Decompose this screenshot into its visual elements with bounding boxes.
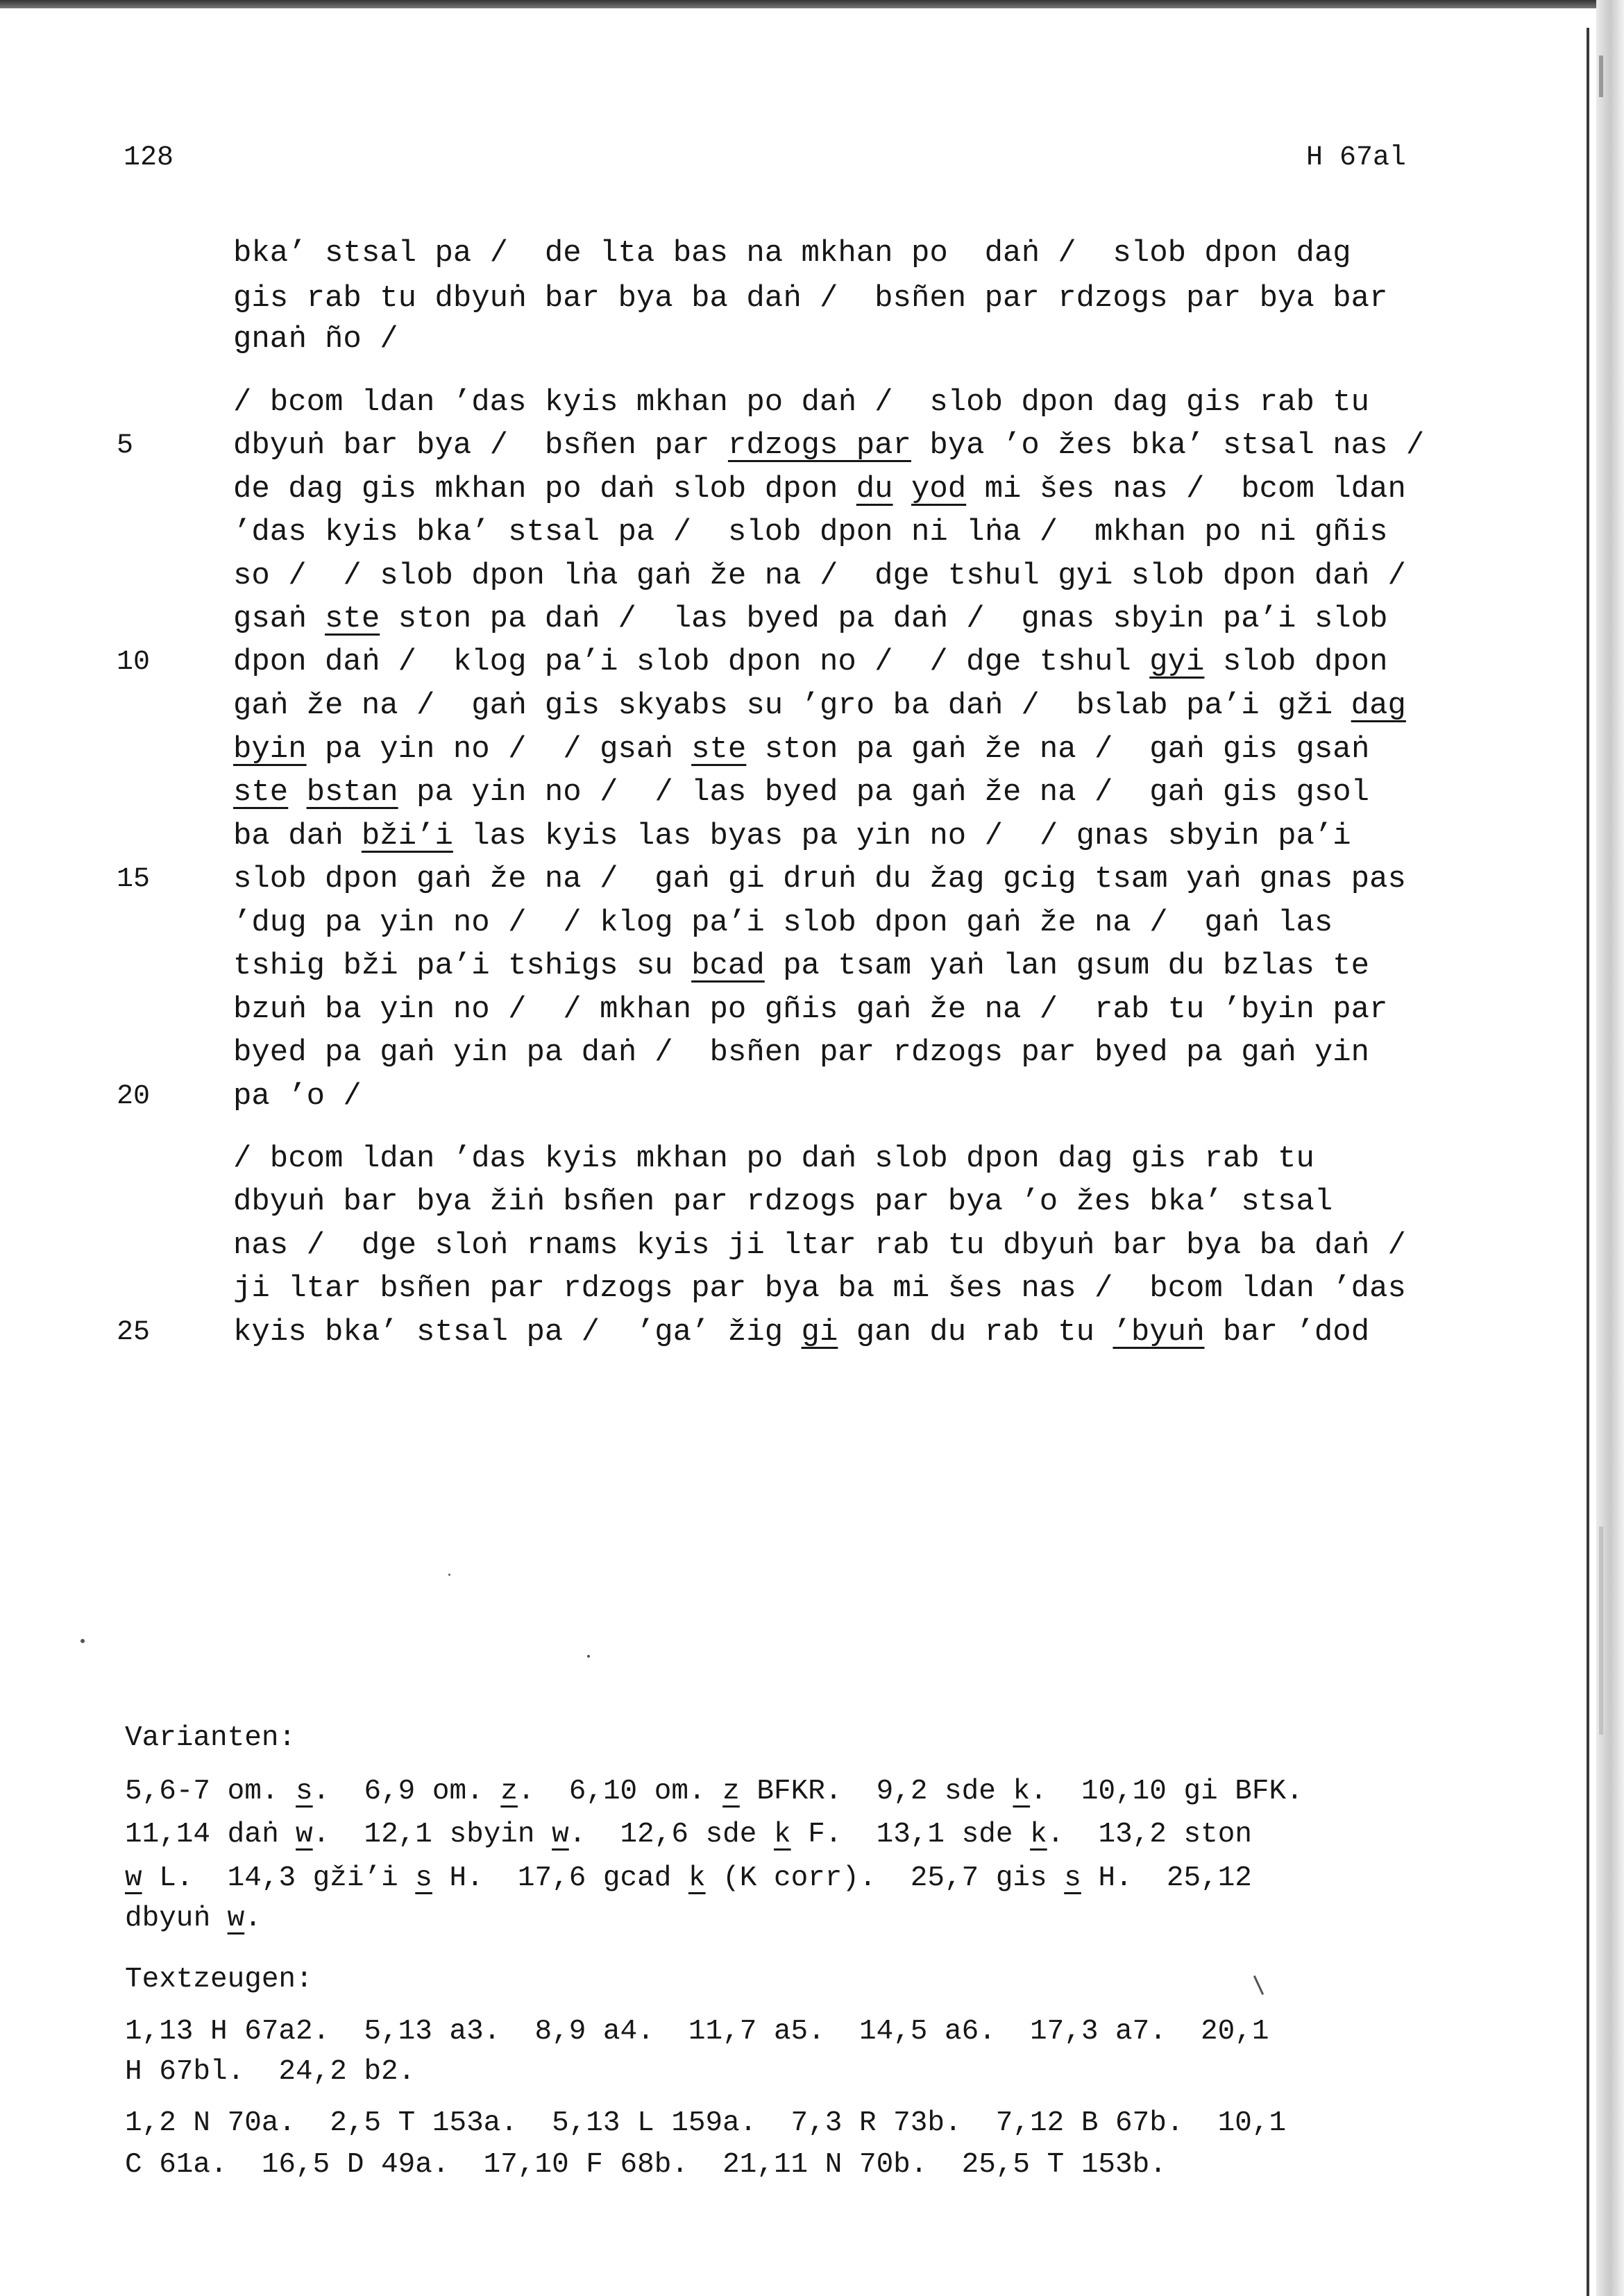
- underlined-reading: s: [415, 1862, 432, 1894]
- line-text: [233, 685, 1406, 726]
- text-segment: dbyuṅ bar bya žiṅ bsñen par rdzogs par bya ’o žes bka’ stsal: [233, 1184, 1333, 1219]
- underlined-reading: w: [125, 1862, 142, 1894]
- text-segment: . 6,10 om.: [517, 1776, 723, 1808]
- underlined-reading: k: [688, 1862, 706, 1894]
- underlined-reading: bstan: [306, 775, 398, 810]
- text-segment: H 67bl. 24,2 b2.: [125, 2056, 416, 2088]
- text-segment: . 13,2 ston: [1047, 1819, 1252, 1851]
- text-segment: gaṅ že na / gaṅ gis skyabs su ’gro ba daṅ / bslab pa’i gži: [233, 688, 1351, 723]
- text-segment: . 10,10 gi BFK.: [1030, 1776, 1303, 1808]
- text-line: [0, 1268, 1568, 1313]
- line-text: [233, 1268, 1406, 1309]
- text-segment: dbyuṅ: [125, 1903, 228, 1934]
- text-line: [0, 641, 1568, 687]
- underlined-reading: s: [1064, 1862, 1081, 1894]
- underlined-reading: byin: [233, 732, 307, 767]
- text-segment: pa yin no / / gsaṅ: [306, 732, 692, 767]
- varianten-line: [125, 1814, 1252, 1855]
- line-number: 20: [117, 1081, 151, 1112]
- line-text: [233, 318, 398, 360]
- text-segment: . 12,6 sde: [568, 1819, 774, 1851]
- underlined-reading: w: [296, 1819, 313, 1851]
- textzeugen-heading: Textzeugen:: [125, 1964, 313, 1996]
- text-segment: bka’ stsal pa / de lta bas na mkhan po daṅ / slob dpon dag: [233, 236, 1351, 271]
- text-segment: . 12,1 sbyin: [312, 1819, 552, 1851]
- text-line: [0, 511, 1568, 557]
- text-segment: kyis bka’ stsal pa / ’ga’ žig: [233, 1315, 802, 1350]
- text-line: [0, 989, 1568, 1035]
- text-line: [0, 858, 1568, 904]
- varianten-line: [125, 1771, 1303, 1812]
- underlined-reading: du: [856, 472, 893, 507]
- text-segment: [288, 775, 306, 810]
- scan-speck: [448, 1574, 450, 1576]
- text-segment: bya ’o žes bka’ stsal nas /: [911, 428, 1425, 463]
- line-number: 10: [117, 647, 151, 678]
- text-segment: de dag gis mkhan po daṅ slob dpon: [233, 472, 856, 507]
- underlined-reading: s: [296, 1776, 313, 1808]
- text-segment: BFKR. 9,2 sde: [739, 1776, 1013, 1808]
- underlined-reading: z: [722, 1776, 740, 1808]
- line-text: [233, 555, 1406, 597]
- text-segment: gsaṅ: [233, 602, 325, 636]
- text-segment: .: [244, 1903, 262, 1934]
- text-line: [0, 1032, 1568, 1078]
- text-segment: L. 14,3 gži’i: [142, 1862, 416, 1894]
- text-segment: so / / slob dpon lṅa gaṅ že na / dge tshul gyi slob dpon daṅ /: [233, 559, 1406, 593]
- text-segment: ’das kyis bka’ stsal pa / slob dpon ni lṅa / mkhan po ni gñis: [233, 515, 1388, 550]
- text-segment: bzuṅ ba yin no / / mkhan po gñis gaṅ že na / rab tu ’byin par: [233, 992, 1388, 1027]
- text-segment: pa yin no / / las byed pa gaṅ že na / gaṅ gis gsol: [398, 775, 1370, 810]
- underlined-reading: k: [1030, 1819, 1047, 1851]
- text-segment: dpon daṅ / klog pa’i slob dpon no / / dge tshul: [233, 645, 1150, 679]
- text-line: [0, 318, 1568, 364]
- textzeugen-line: [125, 2011, 1269, 2052]
- text-segment: / bcom ldan ’das kyis mkhan po daṅ slob dpon dag gis rab tu: [233, 1141, 1314, 1176]
- scan-right-edge: [1596, 0, 1624, 2296]
- line-text: [233, 232, 1351, 274]
- text-line: [0, 1075, 1568, 1121]
- underlined-reading: w: [552, 1819, 569, 1851]
- scan-speck: [81, 1639, 85, 1643]
- underlined-reading: k: [1013, 1776, 1031, 1808]
- line-text: [233, 989, 1387, 1030]
- text-line: [0, 468, 1568, 514]
- line-text: [233, 1311, 1369, 1353]
- text-segment: gnaṅ ño /: [233, 322, 398, 357]
- scan-speck: [587, 1655, 590, 1658]
- underlined-reading: yod: [911, 472, 967, 507]
- underlined-reading: k: [773, 1819, 791, 1851]
- text-line: [0, 685, 1568, 731]
- line-text: [233, 468, 1406, 510]
- text-segment: F. 13,1 sde: [790, 1819, 1031, 1851]
- line-text: [233, 641, 1387, 683]
- text-line: [0, 1225, 1568, 1270]
- text-segment: ston pa daṅ / las byed pa daṅ / gnas sbyin pa’i slob: [380, 602, 1388, 636]
- text-line: [0, 1181, 1568, 1227]
- text-segment: mi šes nas / bcom ldan: [966, 472, 1406, 507]
- text-segment: / bcom ldan ’das kyis mkhan po daṅ / slob dpon dag gis rab tu: [233, 385, 1370, 420]
- line-text: [233, 1032, 1369, 1073]
- text-segment: C 61a. 16,5 D 49a. 17,10 F 68b. 21,11 N 70b. 25,5 T 153b.: [125, 2149, 1167, 2181]
- text-segment: bar ’dod: [1204, 1315, 1370, 1350]
- underlined-reading: z: [500, 1776, 518, 1808]
- scan-artifact: [1599, 56, 1603, 97]
- text-segment: tshig bži pa’i tshigs su: [233, 949, 692, 983]
- underlined-reading: dag: [1351, 688, 1406, 723]
- line-text: [233, 945, 1369, 987]
- text-line: [0, 382, 1568, 427]
- text-line: [0, 555, 1568, 601]
- text-segment: ’dug pa yin no / / klog pa’i slob dpon gaṅ že na / gaṅ las: [233, 905, 1333, 940]
- text-segment: [893, 472, 911, 507]
- text-segment: dbyuṅ bar bya / bsñen par: [233, 428, 728, 463]
- text-segment: pa tsam yaṅ lan gsum du bzlas te: [764, 949, 1370, 983]
- line-text: [233, 382, 1369, 423]
- text-line: [0, 902, 1568, 948]
- line-text: [233, 815, 1351, 857]
- line-text: [233, 511, 1387, 553]
- varianten-line: [125, 1857, 1252, 1899]
- line-text: [233, 1225, 1406, 1266]
- underlined-reading: ste: [233, 775, 289, 810]
- text-segment: ji ltar bsñen par rdzogs par bya ba mi šes nas / bcom ldan ’das: [233, 1271, 1406, 1306]
- line-number: 5: [117, 430, 134, 461]
- text-segment: H. 17,6 gcad: [432, 1862, 688, 1894]
- page-number: 128: [124, 142, 174, 173]
- underlined-reading: ’byuṅ: [1113, 1315, 1205, 1350]
- text-segment: H. 25,12: [1081, 1862, 1252, 1894]
- text-line: [0, 945, 1568, 991]
- text-segment: byed pa gaṅ yin pa daṅ / bsñen par rdzogs par byed pa gaṅ yin: [233, 1035, 1370, 1070]
- line-number: 15: [117, 864, 151, 895]
- underlined-reading: bži’i: [361, 819, 453, 853]
- text-segment: 11,14 daṅ: [125, 1819, 296, 1851]
- text-segment: ston pa gaṅ že na / gaṅ gis gsaṅ: [746, 732, 1370, 767]
- textzeugen-line: [125, 2144, 1167, 2186]
- scan-top-edge: [0, 0, 1596, 8]
- scan-artifact: [1599, 1527, 1603, 1735]
- line-text: [233, 902, 1333, 944]
- folio-sigla: H 67al: [1306, 142, 1407, 173]
- textzeugen-line: [125, 2051, 415, 2093]
- text-segment: slob dpon gaṅ že na / gaṅ gi druṅ du žag gcig tsam yaṅ gnas pas: [233, 862, 1406, 896]
- text-line: [0, 1138, 1568, 1184]
- underlined-reading: gi: [801, 1315, 838, 1350]
- scan-speck: [1253, 1975, 1264, 1995]
- varianten-heading: Varianten:: [125, 1722, 296, 1754]
- line-text: [233, 1075, 362, 1117]
- text-line: [0, 772, 1568, 817]
- text-segment: gan du rab tu: [838, 1315, 1113, 1350]
- line-text: [233, 1181, 1333, 1223]
- underlined-reading: ste: [325, 602, 380, 636]
- text-line: [0, 598, 1568, 644]
- varianten-line: [125, 1898, 262, 1939]
- text-segment: 1,13 H 67a2. 5,13 a3. 8,9 a4. 11,7 a5. 14,5 a6. 17,3 a7. 20,1: [125, 2016, 1269, 2048]
- line-text: [233, 772, 1369, 813]
- text-segment: (K corr). 25,7 gis: [705, 1862, 1065, 1894]
- text-line: [0, 729, 1568, 774]
- text-segment: . 6,9 om.: [312, 1776, 501, 1808]
- line-text: [233, 729, 1369, 770]
- underlined-reading: ste: [691, 732, 747, 767]
- text-segment: las kyis las byas pa yin no / / gnas sbyin pa’i: [452, 819, 1351, 853]
- line-number: 25: [117, 1317, 151, 1348]
- text-line: [0, 232, 1568, 278]
- text-line: [0, 1311, 1568, 1357]
- text-line: [0, 815, 1568, 861]
- underlined-reading: bcad: [691, 949, 765, 983]
- text-segment: gis rab tu dbyuṅ bar bya ba daṅ / bsñen par rdzogs par bya bar: [233, 281, 1388, 316]
- line-text: [233, 278, 1387, 319]
- line-text: [233, 858, 1406, 900]
- line-text: [233, 425, 1424, 466]
- text-segment: slob dpon: [1204, 645, 1388, 679]
- text-line: [0, 425, 1568, 470]
- text-segment: ba daṅ: [233, 819, 362, 853]
- text-segment: nas / dge sloṅ rnams kyis ji ltar rab tu dbyuṅ bar bya ba daṅ /: [233, 1228, 1406, 1263]
- underlined-reading: gyi: [1149, 645, 1205, 679]
- scan-right-border: [1587, 28, 1589, 2296]
- underlined-reading: rdzogs par: [727, 428, 911, 463]
- text-segment: 5,6-7 om.: [125, 1776, 296, 1808]
- line-text: [233, 1138, 1314, 1180]
- line-text: [233, 598, 1388, 640]
- underlined-reading: w: [227, 1903, 245, 1934]
- textzeugen-line: [125, 2102, 1286, 2144]
- text-segment: pa ’o /: [233, 1079, 362, 1114]
- text-line: [0, 278, 1568, 323]
- text-segment: 1,2 N 70a. 2,5 T 153a. 5,13 L 159a. 7,3 R 73b. 7,12 B 67b. 10,1: [125, 2107, 1287, 2139]
